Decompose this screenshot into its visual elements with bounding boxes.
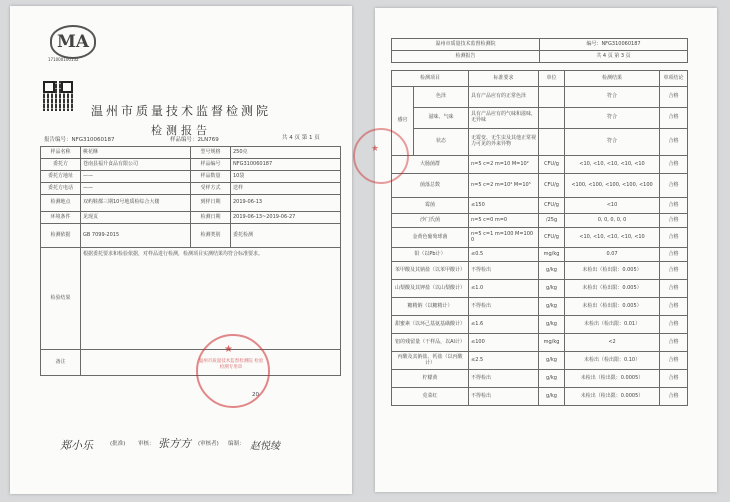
- cell-item: 糖精钠（以糖精计）: [392, 298, 469, 316]
- cell-res: 未检出（检出限：0.005）: [565, 298, 660, 316]
- result-label: 检验结果: [41, 248, 81, 350]
- field-value: 委托检测: [231, 224, 341, 248]
- report-page-3: [371, 8, 717, 492]
- field-label: 检测类别: [191, 224, 231, 248]
- cell-res: 未检出（检出限：0.0005）: [565, 370, 660, 388]
- approver-signature: 郑小乐: [60, 439, 93, 452]
- cell-item: 金黄色葡萄球菌: [392, 228, 469, 248]
- cell-item: 菌落总数: [392, 174, 469, 198]
- header-cell: 检测结果: [565, 71, 660, 87]
- cell-item: 苋菜红: [392, 388, 469, 406]
- field-label: 样品编号: [191, 159, 231, 171]
- cell-item: 甜蜜素（以环己基氨基磺酸计）: [392, 316, 469, 334]
- report-number: 编号：NFG310060187: [540, 39, 688, 51]
- table-row: [392, 262, 688, 280]
- issue-date: 20: [252, 392, 259, 398]
- cell-item: 霉菌: [392, 198, 469, 214]
- seam-seal-star-icon: ★: [371, 144, 380, 154]
- field-value: 2019-06-13: [231, 195, 341, 212]
- cell-req: 不得检出: [469, 262, 539, 280]
- field-value: 2019-06-13~2019-06-27: [231, 212, 341, 224]
- info-row: [41, 224, 341, 248]
- page-info: 共 4 页 第 3 页: [540, 51, 688, 63]
- cell-unit: g/kg: [539, 280, 565, 298]
- cell-res: 未检出（检出限：0.10）: [565, 352, 660, 370]
- remark-row: [41, 350, 341, 376]
- field-label: 委托方电话: [41, 183, 81, 195]
- field-label: 到样日期: [191, 195, 231, 212]
- field-label: 检测日期: [191, 212, 231, 224]
- cell-req: n=5 c=2 m=10⁴ M=10⁵: [469, 174, 539, 198]
- header-cell: 单项结论: [660, 71, 688, 87]
- info-row: [41, 183, 341, 195]
- cell-res: <10, <10, <10, <10, <10: [565, 228, 660, 248]
- cell-item: 沙门氏菌: [392, 214, 469, 228]
- info-row: [41, 171, 341, 183]
- info-row: [41, 159, 341, 171]
- cell-unit: g/kg: [539, 352, 565, 370]
- cell-res: <100, <100, <100, <100, <100: [565, 174, 660, 198]
- report-page-1: [10, 6, 352, 494]
- cell-res: 0, 0, 0, 0, 0: [565, 214, 660, 228]
- table-row: 感官 色泽 具有产品应有的正常色泽 符合 合格: [392, 87, 688, 108]
- cell-req: 不得检出: [469, 298, 539, 316]
- field-label: 型号规格: [191, 147, 231, 159]
- field-value: 桃花酥: [81, 147, 191, 159]
- cell-res: 未检出（检出限：0.005）: [565, 280, 660, 298]
- table-row: 状态 无霉变、无生虫及其他正常视力可见的外来异物 符合 合格: [392, 129, 688, 156]
- field-label: 委托方地址: [41, 171, 81, 183]
- cell-unit: g/kg: [539, 262, 565, 280]
- field-value: 苍南县福升食品有限公司: [81, 159, 191, 171]
- cell-unit: CFU/g: [539, 156, 565, 174]
- field-value: 送样: [231, 183, 341, 195]
- cell-res: 未检出（检出限：0.01）: [565, 316, 660, 334]
- field-label: 检测地点: [41, 195, 81, 212]
- test-results-table: [391, 70, 688, 406]
- cell-con: 合格: [660, 174, 688, 198]
- table-row: [392, 198, 688, 214]
- table-row: [392, 214, 688, 228]
- cell-item: 丙酸及其钠盐、钙盐（以丙酸计）: [392, 352, 469, 370]
- cell-req: n=5 c=0 m=0: [469, 214, 539, 228]
- field-value: ——: [81, 171, 191, 183]
- cell-item: 铅（以Pb计）: [392, 248, 469, 262]
- cell-item: 大肠菌群: [392, 156, 469, 174]
- approver-label: (批准): [110, 441, 126, 447]
- cell-con: 合格: [660, 352, 688, 370]
- field-label: 样品名称: [41, 147, 81, 159]
- cell-res: 0.07: [565, 248, 660, 262]
- field-value: 双屿鞋都三期10号地质检综合大楼: [81, 195, 191, 212]
- field-value: NFG310060187: [231, 159, 341, 171]
- header-cell: 标准要求: [469, 71, 539, 87]
- cell-unit: g/kg: [539, 298, 565, 316]
- table-row: [392, 156, 688, 174]
- page-header-table: [391, 38, 688, 63]
- field-label: 样品数量: [191, 171, 231, 183]
- cell-req: ≤1.0: [469, 280, 539, 298]
- seal-text: 温州市质量技术监督检测院 检验检测专用章: [198, 359, 264, 370]
- field-label: 环境条件: [41, 212, 81, 224]
- field-label: 检测依据: [41, 224, 81, 248]
- compiler-label: 编制：: [228, 441, 245, 447]
- table-row: [392, 334, 688, 352]
- cell-res: 未检出（检出限：0.005）: [565, 262, 660, 280]
- group-label: 感官: [392, 87, 414, 156]
- table-row: [392, 174, 688, 198]
- cell-res: <10: [565, 198, 660, 214]
- info-row: [41, 147, 341, 159]
- cell-req: ≤1.6: [469, 316, 539, 334]
- cell-res: <10, <10, <10, <10, <10: [565, 156, 660, 174]
- cell-unit: g/kg: [539, 388, 565, 406]
- result-text: 根据委托要求和检验依据，对样品进行检测，检测项目实测结果均符合标准要求。: [81, 248, 341, 350]
- cell-unit: CFU/g: [539, 198, 565, 214]
- cell-unit: g/kg: [539, 316, 565, 334]
- report-title: 检测报告: [151, 124, 211, 137]
- cell-item: 柠檬黄: [392, 370, 469, 388]
- cell-req: ≤0.5: [469, 248, 539, 262]
- cell-unit: CFU/g: [539, 174, 565, 198]
- table-row: [392, 352, 688, 370]
- seam-seal: [353, 128, 409, 184]
- cell-unit: mg/kg: [539, 248, 565, 262]
- compiler-signature: 赵悦绫: [250, 441, 280, 452]
- report-number: 报告编号：NFG310060187: [44, 137, 115, 143]
- seal-star-icon: ★: [224, 344, 233, 355]
- field-label: 委托方: [41, 159, 81, 171]
- field-value: 见现页: [81, 212, 191, 224]
- info-row: [41, 212, 341, 224]
- cell-item: 苯甲酸及其钠盐（以苯甲酸计）: [392, 262, 469, 280]
- cell-req: 不得检出: [469, 370, 539, 388]
- cell-con: 合格: [660, 280, 688, 298]
- cell-con: 合格: [660, 316, 688, 334]
- field-label: 受样方式: [191, 183, 231, 195]
- cell-req: ≤2.5: [469, 352, 539, 370]
- table-row: [392, 228, 688, 248]
- reviewer-role: (审核者): [198, 441, 219, 447]
- header-cell: 单位: [539, 71, 565, 87]
- field-value: 10袋: [231, 171, 341, 183]
- cell-item: 铝的残留量（干样品，以Al计）: [392, 334, 469, 352]
- cell-con: 合格: [660, 262, 688, 280]
- cell-con: 合格: [660, 370, 688, 388]
- cell-req: n=5 c=1 m=100 M=1000: [469, 228, 539, 248]
- cell-con: 合格: [660, 248, 688, 262]
- cell-req: 不得检出: [469, 388, 539, 406]
- table-row: [392, 370, 688, 388]
- result-row: [41, 248, 341, 350]
- info-row: [41, 195, 341, 212]
- table-row: [392, 316, 688, 334]
- table-row: [392, 248, 688, 262]
- cell-item: 山梨酸及其钾盐（以山梨酸计）: [392, 280, 469, 298]
- cell-res: <2: [565, 334, 660, 352]
- field-value: ——: [81, 183, 191, 195]
- report-info-table: [40, 146, 341, 376]
- cell-unit: mg/kg: [539, 334, 565, 352]
- cell-con: 合格: [660, 156, 688, 174]
- header-cell: 检测项目: [392, 71, 469, 87]
- reviewer-label: 审核：: [138, 441, 155, 447]
- cell-unit: CFU/g: [539, 228, 565, 248]
- cell-con: 合格: [660, 298, 688, 316]
- section-title: 检测报告: [392, 51, 540, 63]
- cell-con: 合格: [660, 228, 688, 248]
- cell-res: 未检出（检出限：0.0005）: [565, 388, 660, 406]
- field-value: 250克: [231, 147, 341, 159]
- page-info: 共 4 页 第 1 页: [282, 135, 320, 141]
- cma-logo: MA: [50, 25, 96, 59]
- table-row: [392, 280, 688, 298]
- table-header: [392, 71, 688, 87]
- table-row: 滋味、气味 具有产品应有的气味和滋味，无异味 符合 合格: [392, 108, 688, 129]
- cell-unit: /25g: [539, 214, 565, 228]
- reviewer-signature: 张方方: [158, 437, 191, 450]
- cell-con: 合格: [660, 334, 688, 352]
- field-value: GB 7099-2015: [81, 224, 191, 248]
- cell-req: n=5 c=2 m=10 M=10²: [469, 156, 539, 174]
- cell-con: 合格: [660, 388, 688, 406]
- sample-code: 样品编号：2LN769: [170, 137, 219, 143]
- cell-unit: g/kg: [539, 370, 565, 388]
- cell-req: ≤150: [469, 198, 539, 214]
- cell-con: 合格: [660, 198, 688, 214]
- table-row: [392, 388, 688, 406]
- institute-title: 温州市质量技术监督检测院: [392, 39, 540, 51]
- remark-label: 备注: [41, 350, 81, 376]
- cell-con: 合格: [660, 214, 688, 228]
- table-row: [392, 298, 688, 316]
- institute-title: 温州市质量技术监督检测院: [90, 104, 271, 118]
- cert-code: 171000100132: [48, 57, 79, 62]
- cell-req: ≤100: [469, 334, 539, 352]
